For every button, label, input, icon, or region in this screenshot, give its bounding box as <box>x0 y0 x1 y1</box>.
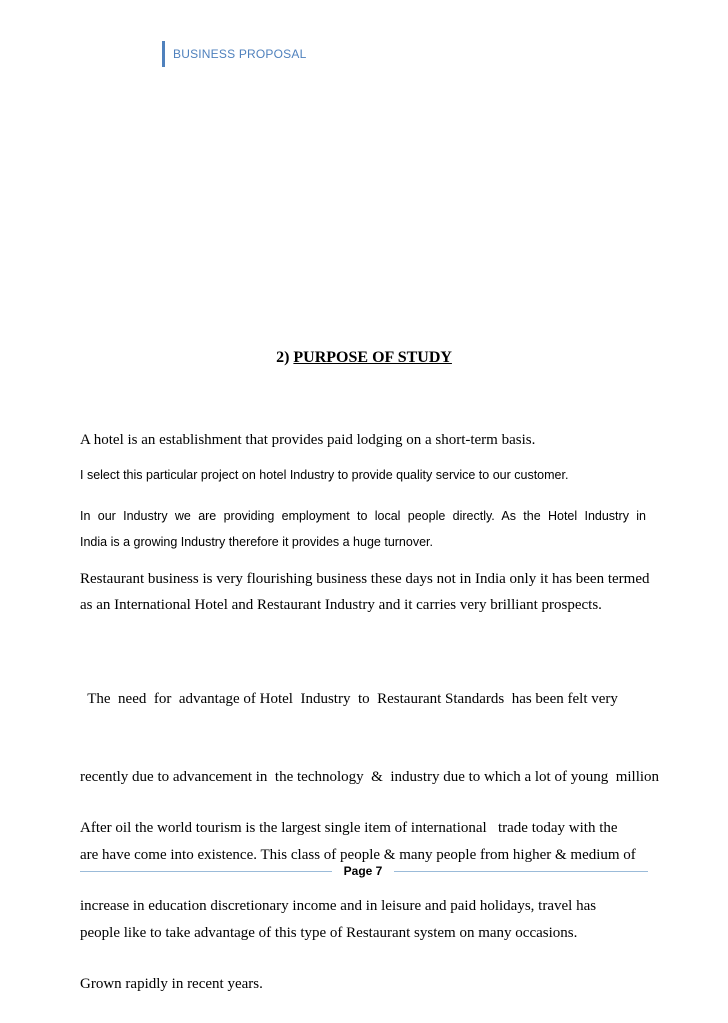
paragraph-employment <box>80 503 646 555</box>
paragraph-line: In our Industry we are providing employment to local people directly. As the Hotel Industry in <box>80 509 646 523</box>
section-number: 2) <box>276 349 290 366</box>
paragraph-line: are have come into existence. This class of people & many people from higher & medium of <box>80 847 636 863</box>
page-number: Page 7 <box>343 864 383 878</box>
paragraph-line: recently due to advancement in the technology & industry due to which a lot of young million <box>80 769 660 785</box>
footer-rule-left <box>80 871 332 872</box>
paragraph-line: Grown rapidly in recent years. <box>80 976 263 992</box>
paragraph-line: A hotel is an establishment that provides paid lodging on a short-term basis. <box>80 432 536 448</box>
paragraph-restaurant-business <box>80 566 650 618</box>
paragraph-line: increase in education discretionary income and in leisure and paid holidays, travel has <box>80 898 597 914</box>
paragraph-project-selection <box>80 465 568 485</box>
paragraph-line: as an International Hotel and Restaurant Industry and it carries very brilliant prospects. <box>80 597 602 613</box>
paragraph-line: people like to take advantage of this type of Restaurant system on many occasions. <box>80 925 578 941</box>
paragraph-hotel-definition <box>80 430 535 450</box>
paragraph-world-tourism <box>80 763 618 1023</box>
running-header <box>162 41 306 67</box>
header-text: BUSINESS PROPOSAL <box>173 47 307 61</box>
paragraph-line: The need for advantage of Hotel Industry to Restaurant Standards has been felt very <box>80 691 618 707</box>
paragraph-line: India is a growing Industry therefore it provides a huge turnover. <box>80 535 433 549</box>
section-title: PURPOSE OF STUDY <box>293 349 452 366</box>
footer-rule-right <box>394 871 648 872</box>
paragraph-line: Restaurant business is very flourishing business these days not in India only it has been termed <box>80 571 650 587</box>
section-heading <box>0 349 728 367</box>
paragraph-line: After oil the world tourism is the largest single item of international trade today with the <box>80 820 618 836</box>
paragraph-line: I select this particular project on hotel Industry to provide quality service to our customer. <box>80 468 569 482</box>
